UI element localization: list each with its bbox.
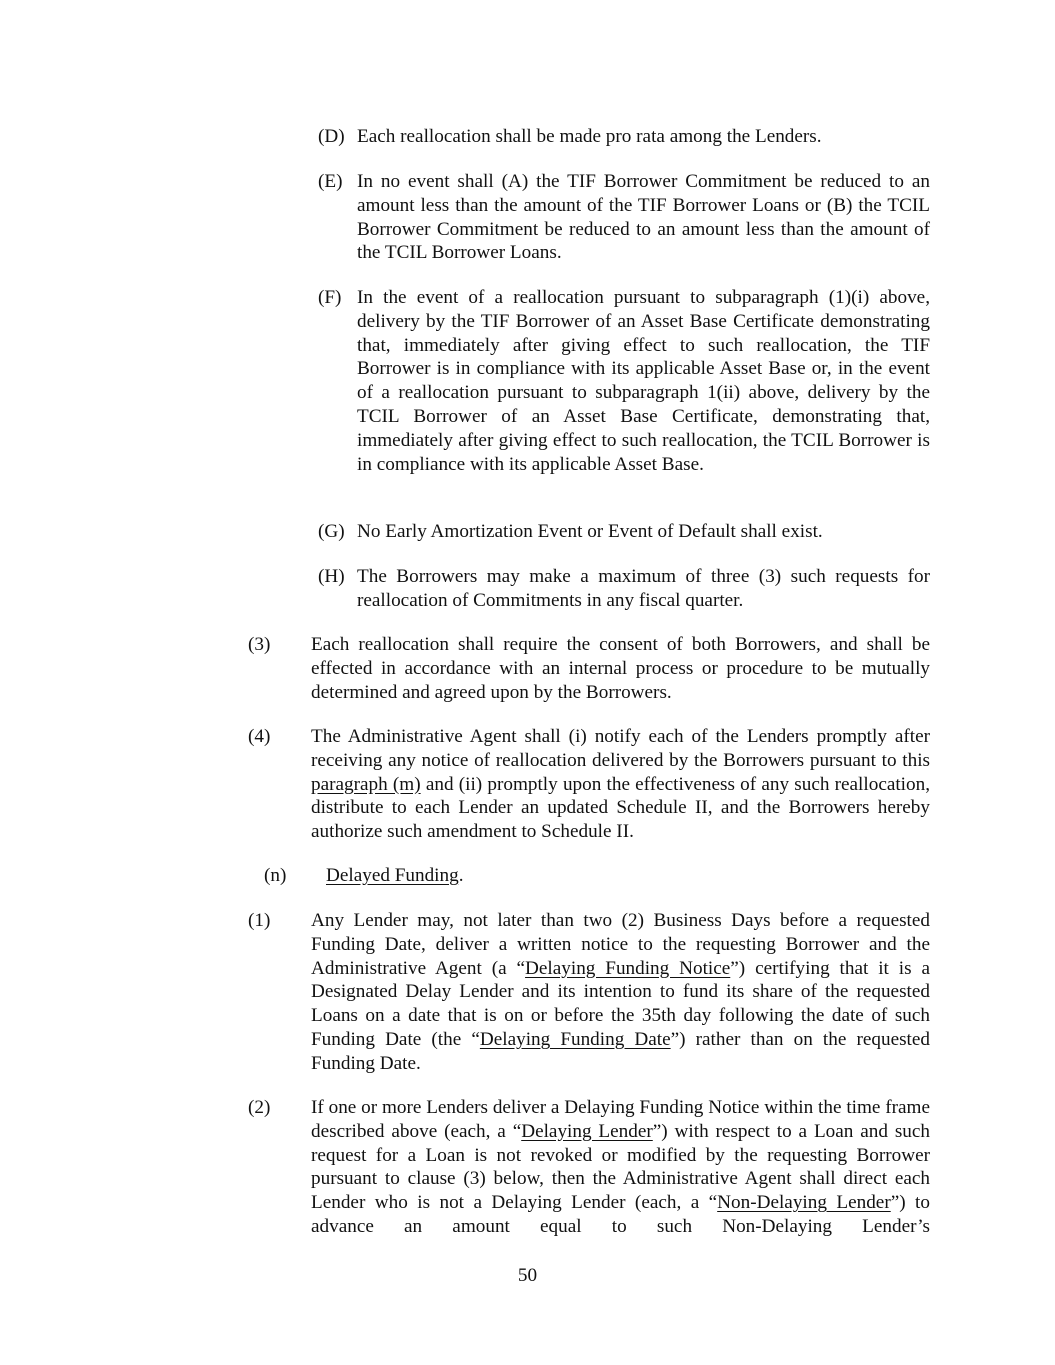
paragraph-text: Each reallocation shall require the consent of both Borrowers, and shall be effected in accordance with an internal process or procedure to be mutually determined and agreed upon by the Borrowers.	[311, 634, 930, 703]
sub-item-text: No Early Amortization Event or Event of Default shall exist.	[357, 521, 823, 542]
sub-item-text: In the event of a reallocation pursuant to subparagraph (1)(i) above, delivery by the TIF Borrower of an Asset Base Certificate demonstrating that, immediately after giving effect to such reallocation, the TIF Borrower is in compliance with its applicable Asset Base or, in the event of a reallocation pursuant to subparagraph 1(ii) above, delivery by the TCIL Borrower of an Asset Base Certificate, demonstrating that, immediately after giving effect to such reallocation, the TCIL Borrower is in compliance with its applicable Asset Base.	[357, 287, 930, 475]
page-number: 50	[517, 1265, 538, 1286]
defined-term: Non-Delaying Lender	[717, 1192, 891, 1214]
sub-item-label: (D)	[318, 126, 345, 147]
section-title-text: Delayed Funding	[326, 865, 459, 886]
defined-term: Delaying Funding Notice	[525, 957, 731, 979]
sub-item-f	[318, 286, 930, 476]
paragraph-m-reference: paragraph (m)	[311, 773, 421, 795]
section-title	[326, 864, 464, 888]
sub-item-label: (H)	[318, 566, 345, 587]
sub-item-text: In no event shall (A) the TIF Borrower Commitment be reduced to an amount less than the amount of the TIF Borrower Loans or (B) the TCIL Borrower Commitment be reduced to an amount less than the amount of the TCIL Borrower Loans.	[357, 171, 930, 264]
defined-term: Delaying Funding Date	[479, 1028, 671, 1050]
paragraph-4	[248, 725, 930, 844]
sub-item-label: (F)	[318, 287, 342, 308]
sub-item-text: Each reallocation shall be made pro rata among the Lenders.	[357, 126, 822, 147]
paragraph-n1	[248, 909, 930, 1076]
paragraph-text-part: If one or more Lenders deliver a Delaying Funding Notice within the time frame described above (each, a “	[311, 1097, 930, 1142]
paragraph-label: (4)	[248, 726, 271, 747]
sub-item-d	[318, 125, 930, 149]
paragraph-label: (1)	[248, 910, 271, 931]
sub-item-g	[318, 520, 930, 544]
paragraph-text-part: Any Lender may, not later than two (2) Business Days before a requested Funding Date, deliver a written notice to the requesting Borrower and the Administrative Agent (a “	[311, 910, 930, 979]
sub-item-label: (G)	[318, 521, 345, 542]
paragraph-label: (2)	[248, 1097, 271, 1118]
paragraph-label: (3)	[248, 634, 271, 655]
sub-item-text: The Borrowers may make a maximum of three (3) such requests for reallocation of Commitments in any fiscal quarter.	[357, 566, 930, 611]
sub-item-e	[318, 170, 930, 265]
paragraph-text	[311, 909, 930, 1076]
sub-item-label: (E)	[318, 171, 343, 192]
section-title-punct: .	[458, 865, 464, 886]
paragraph-text-part: and (ii) promptly upon the effectiveness of any such reallocation, distribute to each Lender an updated Schedule II, and the Borrowers hereby authorize such amendment to Schedule II.	[311, 773, 930, 843]
sub-item-h	[318, 565, 930, 613]
paragraph-n2	[248, 1096, 930, 1239]
defined-term: Delaying Lender	[521, 1120, 653, 1142]
paragraph-text-part: ”) certifying that it is a Designated Delay Lender and its intention to fund its share of the requested Loans on a date that is on or before the 35th day following the date of such Funding Date (the “	[311, 957, 930, 1050]
paragraph-text-part: ”) to advance an amount equal to such Non-Delaying Lender’s	[311, 1192, 930, 1237]
paragraph-text-part: ”) with respect to a Loan and such request for a Loan is not revoked or modified by the requesting Borrower pursuant to clause (3) below, then the Administrative Agent shall direct each Lender who is not a Delaying Lender (each, a “	[311, 1120, 930, 1214]
paragraph-text	[311, 725, 930, 844]
paragraph-text-part: ”) rather than on the requested Funding Date.	[311, 1028, 930, 1074]
section-label: (n)	[264, 865, 287, 886]
paragraph-text	[311, 1096, 930, 1239]
section-n-heading	[264, 864, 664, 888]
paragraph-3	[248, 633, 930, 704]
paragraph-text-part: The Administrative Agent shall (i) notify each of the Lenders promptly after receiving any notice of reallocation delivered by the Borrowers pursuant to this	[311, 726, 930, 771]
